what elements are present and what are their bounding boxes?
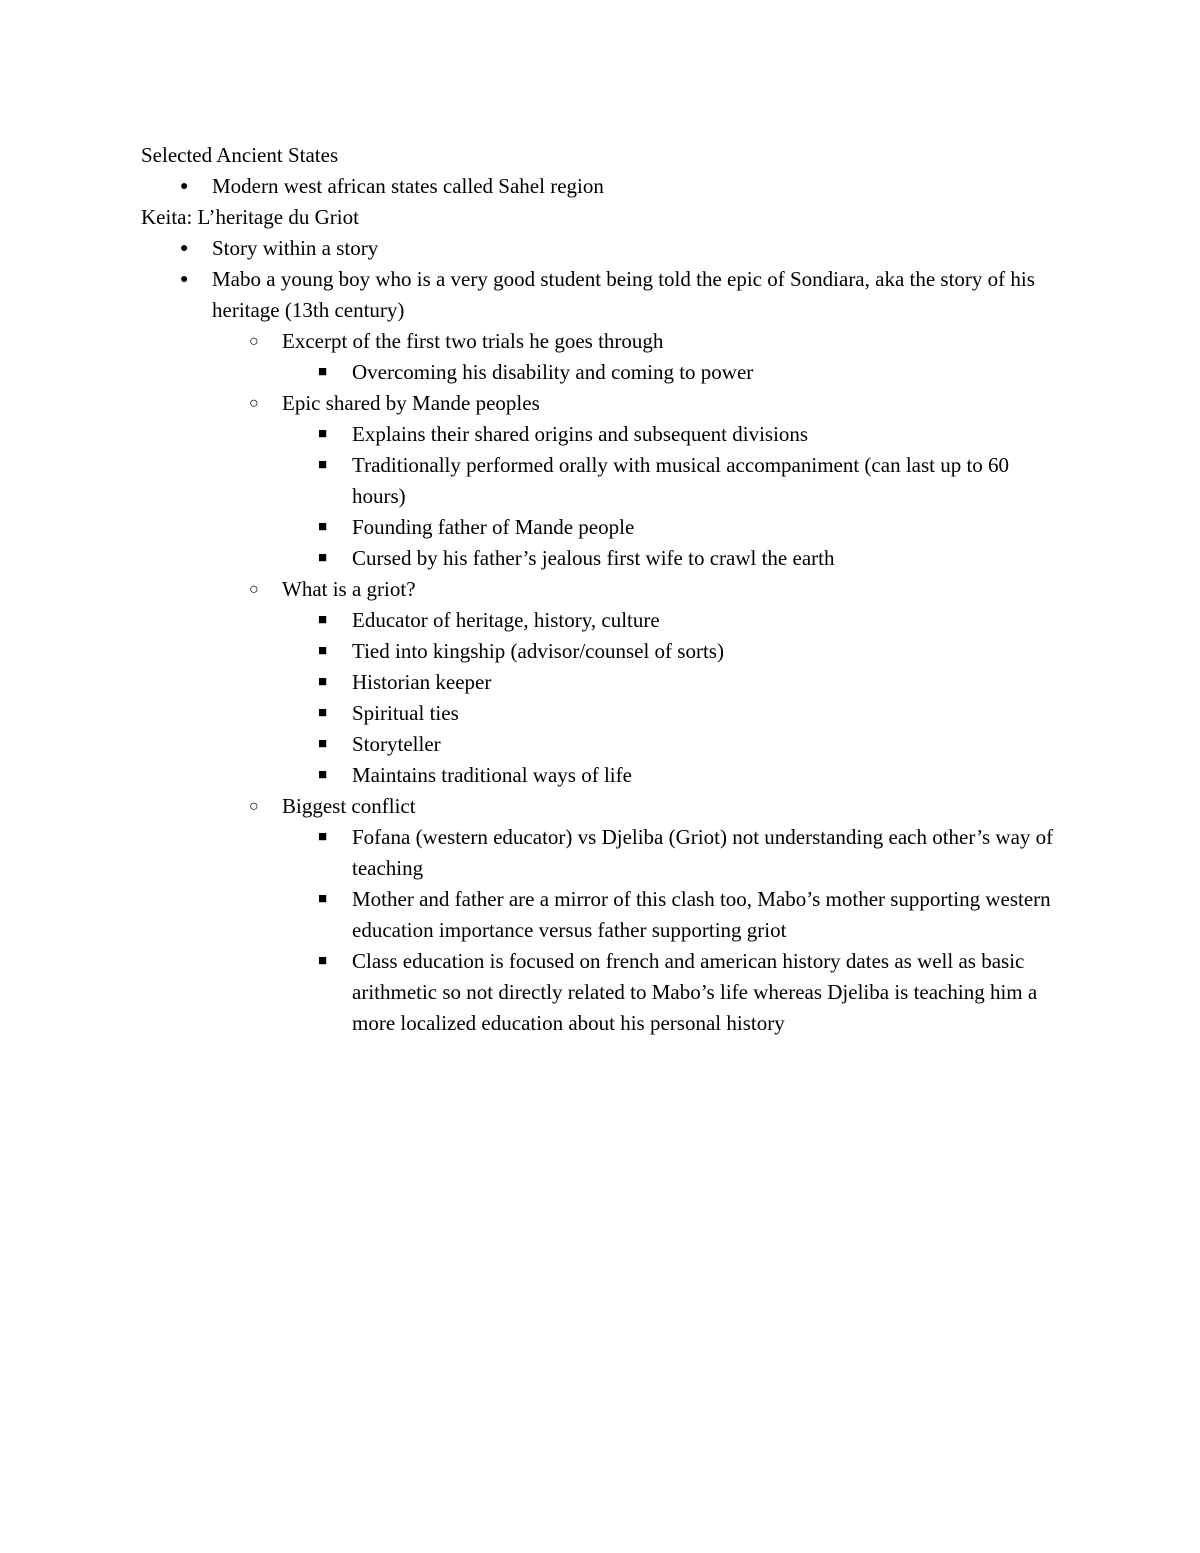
square-bullet-icon: ■ (318, 674, 328, 690)
list-item-text: Maintains traditional ways of life (352, 763, 632, 787)
list-item-text: Overcoming his disability and coming to power (352, 360, 754, 384)
hollow-circle-bullet-icon: ○ (249, 798, 259, 815)
list-item (0, 791, 1062, 822)
list-item (0, 388, 1062, 419)
list-item (0, 884, 1062, 946)
filled-circle-bullet-icon: ● (180, 179, 189, 194)
list-item-text: Storyteller (352, 732, 441, 756)
square-bullet-icon: ■ (318, 643, 328, 659)
list-item (0, 357, 1062, 388)
list-item-text: Story within a story (212, 236, 379, 260)
hollow-circle-bullet-icon: ○ (249, 333, 259, 350)
list-item (0, 760, 1062, 791)
filled-circle-bullet-icon: ● (180, 241, 189, 256)
square-bullet-icon: ■ (318, 705, 328, 721)
list-item-text: Mabo a young boy who is a very good student being told the epic of Sondiara, aka the story of his heritage (13th century) (212, 267, 1035, 322)
square-bullet-icon: ■ (318, 891, 328, 907)
list-item-text: Modern west african states called Sahel region (212, 174, 604, 198)
square-bullet-icon: ■ (318, 457, 328, 473)
square-bullet-icon: ■ (318, 736, 328, 752)
hollow-circle-bullet-icon: ○ (249, 581, 259, 598)
list-item-text: Biggest conflict (282, 794, 416, 818)
list-item-text: Fofana (western educator) vs Djeliba (Griot) not understanding each other’s way of teaching (352, 825, 1054, 880)
list-item (0, 698, 1062, 729)
square-bullet-icon: ■ (318, 829, 328, 845)
list-item-text: What is a griot? (282, 577, 416, 601)
document-page (0, 140, 1200, 1039)
list-item-text: Explains their shared origins and subsequent divisions (352, 422, 809, 446)
list-item (0, 512, 1062, 543)
list-item (0, 822, 1062, 884)
list-item-text: Spiritual ties (352, 701, 459, 725)
hollow-circle-bullet-icon: ○ (249, 395, 259, 412)
list-item (0, 419, 1062, 450)
list-item (0, 543, 1062, 574)
square-bullet-icon: ■ (318, 953, 328, 969)
filled-circle-bullet-icon: ● (180, 272, 189, 287)
square-bullet-icon: ■ (318, 767, 328, 783)
list-item (0, 605, 1062, 636)
list-item (0, 233, 1052, 264)
square-bullet-icon: ■ (318, 364, 328, 380)
list-item (0, 574, 1062, 605)
list-item (0, 729, 1062, 760)
list-item-text: Cursed by his father’s jealous first wife to crawl the earth (352, 546, 835, 570)
list-item (0, 946, 1062, 1039)
list-item (0, 450, 1062, 512)
square-bullet-icon: ■ (318, 550, 328, 566)
section-heading: Selected Ancient States (141, 143, 339, 167)
list-item-text: Founding father of Mande people (352, 515, 635, 539)
list-item (0, 636, 1062, 667)
list-item (0, 264, 1052, 326)
square-bullet-icon: ■ (318, 426, 328, 442)
section-heading: Keita: L’heritage du Griot (141, 205, 359, 229)
list-item-text: Tied into kingship (advisor/counsel of sorts) (352, 639, 724, 663)
list-item-text: Traditionally performed orally with musical accompaniment (can last up to 60 hours) (352, 453, 1010, 508)
list-item (0, 326, 1062, 357)
list-item-text: Historian keeper (352, 670, 492, 694)
square-bullet-icon: ■ (318, 519, 328, 535)
list-item-text: Class education is focused on french and american history dates as well as basic arithmetic so not directly related to Mabo’s life whereas Djeliba is teaching him a more localized education about his personal history (352, 949, 1038, 1035)
list-item (0, 667, 1062, 698)
list-item-text: Mother and father are a mirror of this clash too, Mabo’s mother supporting western education importance versus father supporting griot (352, 887, 1051, 942)
list-item (0, 171, 1052, 202)
square-bullet-icon: ■ (318, 612, 328, 628)
list-item-text: Excerpt of the first two trials he goes through (282, 329, 664, 353)
list-item-text: Educator of heritage, history, culture (352, 608, 660, 632)
list-item-text: Epic shared by Mande peoples (282, 391, 540, 415)
